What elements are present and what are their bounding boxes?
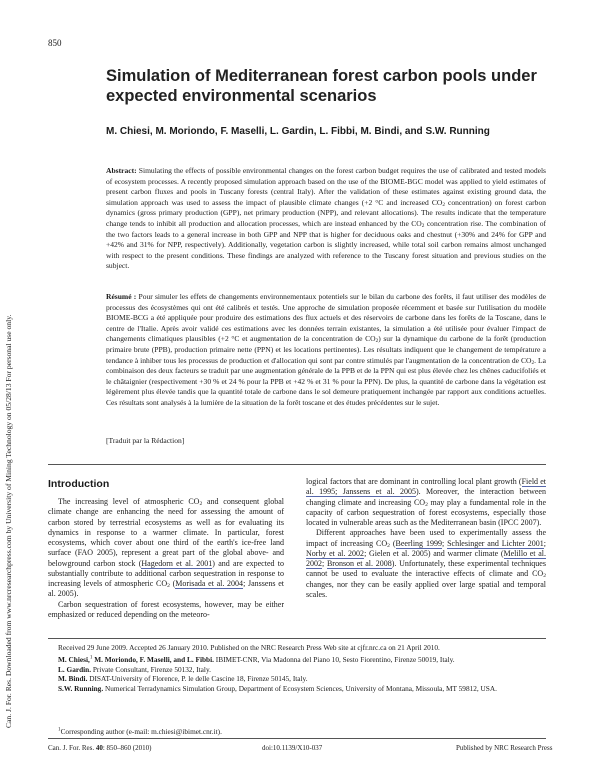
intro-left-column bbox=[48, 497, 284, 620]
journal-citation: Can. J. For. Res. 40: 850–860 (2010) bbox=[48, 744, 152, 752]
citation-link[interactable]: Beerling 1999 bbox=[395, 538, 442, 548]
page-number: 850 bbox=[48, 38, 62, 48]
publisher: Published by NRC Research Press bbox=[456, 744, 553, 752]
received-dates: Received 29 June 2009. Accepted 26 January 2010. Published on the NRC Research Press Web site at cjfr.nrc.ca on 21 April 2010. bbox=[58, 643, 440, 652]
abstract bbox=[106, 166, 546, 272]
affiliations bbox=[58, 655, 546, 693]
abstract-text-3: concentration rise. The combination of the two factors leads to a general increase in both GPP and NPP that is higher for deciduous oaks and chestnut (+30% and 24% for GPP and +42% and 31% for NPP, respectively). Additionally, vegetation carbon is slightly increased, while total soil carbon remains almost unchanged with respect to the present conditions. These findings are analyzed with reference to the Tuscany forest situation and previous studies on the subject. bbox=[106, 218, 547, 271]
resume-text-2: ) sur la dynamique du carbone de la forêt (production primaire brute (PPB), production primaire nette (PPN) et les locations pertinentes). Les résultats indiquent que le changement de température a tendance à inhiber tous les processus de production et d'allocation qui sont par contre stimulés par l'augmentation de la concentration de CO bbox=[106, 334, 546, 365]
resume-text-3: . La combinaison des deux facteurs se traduit par une augmentation générale de la PPB et de la PPN qui est plus élevée chez les chênes caducifoliés et le châtaignier (respectivement +30 % et 24 % pour la PPB et +42 % et 31 % pour la PPN). De plus, la quantité de carbone dans la végétation est légèrement plus élevée tandis que la quantité totale de carbone dans le sol demeure pratiquement inchangée par rapport aux conditions actuelles. Ces résultats sont analysés à la lumière de la situation de la forêt toscane et des études précédentes sur le sujet. bbox=[106, 355, 546, 407]
abstract-label: Abstract: bbox=[106, 166, 137, 175]
resume bbox=[106, 292, 546, 409]
abstract-text-1: Simulating the effects of possible environmental changes on the forest carbon budget requires the use of calibrated and tested models of ecosystem processes. A recently proposed simulation approach based on the use of the BIOME-BGC model was applied to yield estimates of present carbon fluxes and pools in Tuscany forests (central Italy). After the validation of these estimates against existing ground data, the simulation approach was used to assess the impact of plausible climate changes (+2 °C and increased CO bbox=[106, 166, 546, 207]
subscript: 2 bbox=[442, 201, 445, 208]
paragraph: logical factors that are dominant in controlling local plant growth (Field et al. 1995; Janssens et al. 2005). Moreover, the interaction between changing climate and increasing $CO_2$ may play a fundamental role in the capacity of carbon sequestration of forest ecosystems, especially those located in vulnerable areas such as the Mediterranean basin (IPCC 2007). bbox=[306, 477, 547, 527]
download-side-note bbox=[4, 168, 16, 728]
subscript: 2 bbox=[531, 359, 535, 366]
citation-link[interactable]: Field et al. 1995; Janssens et al. 2005 bbox=[306, 477, 546, 497]
citation-link[interactable]: Schlesinger and Lichter 2001 bbox=[447, 538, 544, 548]
paragraph: Different approaches have been used to experimentally assess the impact of increasing $CO_2$ (Beerling 1999; Schlesinger and Lichter 2001; Norby et al. 2002; Gielen et al. 2005) and warmer climate (Melillo et al. 2002; Bronson et al. 2008). Unfortunately, these experimental techniques cannot be used to evaluate the interactive effects of climate and $CO_2$ changes, nor they can be easily applied over large spatial and temporal scales. bbox=[306, 528, 546, 599]
subscript: 2 bbox=[375, 338, 379, 345]
article-title: Simulation of Mediterranean forest carbon pools under expected environmental scenarios bbox=[106, 67, 537, 105]
subscript: 2 bbox=[421, 222, 425, 229]
affiliation: M. Chiesi,$^1$ M. Moriondo, F. Maselli, and L. Fibbi. IBIMET-CNR, Via Madonna del Piano 10, Sesto Fiorentino, Firenze 50019, Italy. bbox=[58, 654, 455, 664]
side-note-text: Can. J. For. Res. Downloaded from www.nrcresearchpress.com by University of Mining Technology on 05/28/13 For personal use only. bbox=[4, 314, 13, 728]
divider bbox=[48, 464, 546, 465]
citation-link[interactable]: Melillo et al. 2002 bbox=[306, 548, 546, 568]
intro-right-column bbox=[306, 477, 546, 600]
affiliation: S.W. Running. Numerical Terradynamics Simulation Group, Department of Ecosystem Sciences, University of Montana, Missoula, MT 59812, USA. bbox=[58, 683, 497, 693]
divider bbox=[48, 738, 546, 739]
section-heading: Introduction bbox=[48, 478, 110, 490]
citation-link[interactable]: Hagedorn et al. 2001 bbox=[141, 558, 213, 568]
translation-note: [Traduit par la Rédaction] bbox=[106, 436, 185, 445]
paragraph: Carbon sequestration of forest ecosystems, however, may be either emphasized or reduced depending on the meteoro- bbox=[48, 599, 284, 619]
corresponding-author: $^1$Corresponding author (e-mail: m.chiesi@ibimet.cnr.it). bbox=[58, 726, 222, 736]
citation-link[interactable]: Morisada et al. 2004 bbox=[175, 579, 244, 588]
doi[interactable]: doi:10.1139/X10-037 bbox=[262, 744, 323, 752]
affiliation: M. Bindi. DISAT-University of Florence, P. le delle Cascine 18, Firenze 50145, Italy. bbox=[58, 674, 308, 684]
citation-link[interactable]: Bronson et al. 2008 bbox=[326, 559, 392, 568]
resume-text-1: Pour simuler les effets de changements environnementaux potentiels sur le bilan du carbone des forêts, il faut utiliser des modèles de processus des écosystèmes qui ont été calibrés et testés. Une approche de simulation proposée récemment et basée sur l'utilisation du modèle BIOME-BCG a été appliquée pour produire des estimations des flux actuels et des réservoirs de carbone dans les forêts de la Toscane, dans le centre de l'Italie. Après avoir validé ces estimations avec les données terrain existantes, la simulation a été utilisée pour évaluer l'impact de changements climatiques plausibles (+2 °C et augmentation de la concentration de CO bbox=[106, 292, 546, 344]
resume-label: Résumé : bbox=[106, 292, 137, 301]
abstract-text-2: concentration) on forest carbon dynamics (gross primary production (GPP), net primary production (NPP), and relevant allocations). The results indicate that the temperature change tends to inhibit all production and allocation processes, which are instead enhanced by the CO bbox=[106, 197, 546, 228]
author-list: M. Chiesi, M. Moriondo, F. Maselli, L. Gardin, L. Fibbi, M. Bindi, and S.W. Running bbox=[106, 126, 490, 137]
paragraph: The increasing level of atmospheric $CO_2$ and consequent global climate change are enhancing the need for assessing the amount of carbon stored by terrestrial ecosystems as well as for evaluating its dynamics in response to a warmer climate. In particular, forest ecosystems, which cover about one third of the earth's ice-free land surface (FAO 2005), represent a great part of the global above- and belowground carbon stock (Hagedorn et al. 2001) and are expected to substantially contribute to additional carbon sequestration in response to increasing levels of atmospheric $CO_2$ (Morisada et al. 2004; Janssens et al. 2005). bbox=[48, 497, 285, 599]
affiliation: L. Gardin. Private Consultant, Firenze 50132, Italy. bbox=[58, 664, 211, 674]
citation-link[interactable]: Norby et al. 2002 bbox=[306, 548, 365, 558]
divider bbox=[48, 638, 546, 639]
